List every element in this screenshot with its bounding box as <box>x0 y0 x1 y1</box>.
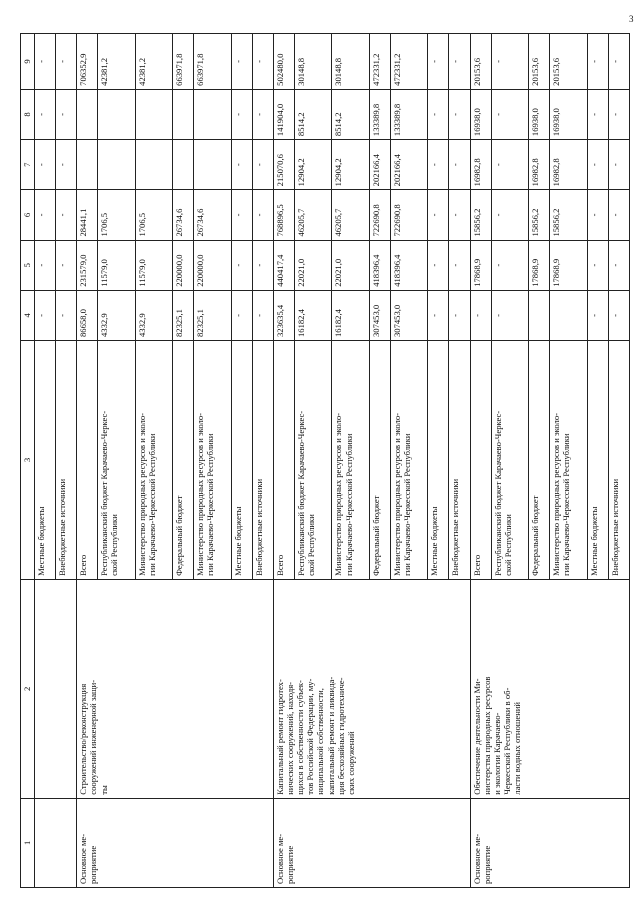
value-cell: 472331,2 <box>369 34 390 90</box>
value-cell: - <box>35 290 56 340</box>
value-cell: 663971,8 <box>194 34 231 90</box>
value-cell <box>135 89 172 139</box>
funding-source-cell: Министерство природных ресурсов и эколо- гии Карачаево-Черкесской Республики <box>332 341 369 580</box>
value-cell: 42381,2 <box>135 34 172 90</box>
value-cell: 22021,0 <box>294 240 331 290</box>
value-cell: 4332,9 <box>135 290 172 340</box>
value-cell: 722690,8 <box>369 190 390 240</box>
value-cell: - <box>449 190 470 240</box>
value-cell: 12904,2 <box>294 140 331 190</box>
funding-source-cell: Внебюджетные источники <box>608 341 629 580</box>
value-cell: - <box>56 140 77 190</box>
value-cell: - <box>470 290 491 340</box>
value-cell <box>135 140 172 190</box>
funding-source-cell: Местные бюджеты <box>231 341 252 580</box>
value-cell: 30148,8 <box>332 34 369 90</box>
value-cell: - <box>35 190 56 240</box>
value-cell: 440417,4 <box>273 240 294 290</box>
value-cell: - <box>252 240 273 290</box>
value-cell <box>98 89 135 139</box>
value-cell: 307453,0 <box>369 290 390 340</box>
value-cell: 15856,2 <box>470 190 491 240</box>
value-cell: 17868,9 <box>529 240 550 290</box>
value-cell: - <box>608 89 629 139</box>
value-cell: - <box>608 240 629 290</box>
column-header: 7 <box>21 140 35 190</box>
funding-source-cell: Местные бюджеты <box>587 341 608 580</box>
value-cell <box>77 89 98 139</box>
value-cell: - <box>449 240 470 290</box>
event-type-cell: Основное ме- роприятие <box>77 798 274 887</box>
funding-source-cell: Всего <box>77 341 98 580</box>
table-row <box>35 34 56 888</box>
funding-source-cell: Республиканский бюджет Карачаево-Черкес- ской Республики <box>491 341 528 580</box>
value-cell: - <box>56 240 77 290</box>
event-name-cell: Капитальный ремонт гидротех- нических сооружений, находя- щихся в собственности субъек- тов Российской Федерации, му- ниципальной собственности, капитальный ремонт и ликвида- ция бесхозяйных гидротехниче- ских сооружений <box>273 579 470 798</box>
column-header: 8 <box>21 89 35 139</box>
value-cell: - <box>608 190 629 240</box>
value-cell: - <box>231 290 252 340</box>
value-cell: - <box>491 140 528 190</box>
value-cell: 26734,6 <box>173 190 194 240</box>
table-row <box>77 34 98 888</box>
value-cell: 16938,0 <box>470 89 491 139</box>
funding-source-cell: Министерство природных ресурсов и эколо- гии Карачаево-Черкесской Республики <box>135 341 172 580</box>
funding-source-cell: Министерство природных ресурсов и эколо- гии Карачаево-Черкесской Республики <box>390 341 427 580</box>
value-cell: 768896,5 <box>273 190 294 240</box>
value-cell: 1706,5 <box>135 190 172 240</box>
value-cell: 502480,0 <box>273 34 294 90</box>
funding-source-cell: Министерство природных ресурсов и эколо- гии Карачаево-Черкесской Республики <box>550 341 587 580</box>
value-cell: 17868,9 <box>470 240 491 290</box>
event-name-cell <box>35 579 77 798</box>
value-cell: - <box>35 140 56 190</box>
funding-source-cell: Федеральный бюджет <box>369 341 390 580</box>
value-cell: - <box>491 34 528 90</box>
value-cell: - <box>35 34 56 90</box>
value-cell: - <box>231 190 252 240</box>
value-cell <box>98 140 135 190</box>
value-cell: - <box>56 89 77 139</box>
value-cell: - <box>428 34 449 90</box>
value-cell: 86658,0 <box>77 290 98 340</box>
value-cell: 17868,9 <box>550 240 587 290</box>
value-cell: 26734,6 <box>194 190 231 240</box>
table-row <box>273 34 294 888</box>
value-cell: 231579,0 <box>77 240 98 290</box>
event-type-cell: Основное ме- роприятие <box>273 798 470 887</box>
funding-source-cell: Внебюджетные источники <box>56 341 77 580</box>
value-cell: - <box>608 290 629 340</box>
column-header: 1 <box>21 798 35 887</box>
value-cell: 20153,6 <box>529 34 550 90</box>
event-name-cell: Строительство/реконструкция сооружений инженерной защи- ты <box>77 579 274 798</box>
value-cell: - <box>35 89 56 139</box>
column-header: 5 <box>21 240 35 290</box>
value-cell: - <box>608 140 629 190</box>
funding-source-cell: Местные бюджеты <box>35 341 56 580</box>
value-cell: - <box>252 89 273 139</box>
rotated-table-container <box>20 33 630 888</box>
value-cell: 16182,4 <box>332 290 369 340</box>
column-header: 9 <box>21 34 35 90</box>
event-type-cell: Основное ме- роприятие <box>470 798 629 887</box>
funding-source-cell: Всего <box>470 341 491 580</box>
value-cell: 11579,0 <box>135 240 172 290</box>
funding-source-cell: Внебюджетные источники <box>449 341 470 580</box>
value-cell: - <box>587 190 608 240</box>
value-cell: 418396,4 <box>390 240 427 290</box>
value-cell: 15856,2 <box>529 190 550 240</box>
value-cell: - <box>231 89 252 139</box>
value-cell: 30148,8 <box>294 34 331 90</box>
value-cell: 215070,6 <box>273 140 294 190</box>
value-cell: - <box>428 89 449 139</box>
value-cell: - <box>252 290 273 340</box>
value-cell: 472331,2 <box>390 34 427 90</box>
funding-source-cell: Республиканский бюджет Карачаево-Черкес- ской Республики <box>98 341 135 580</box>
value-cell: 16982,8 <box>529 140 550 190</box>
value-cell: 1706,5 <box>98 190 135 240</box>
value-cell <box>194 89 231 139</box>
funding-source-cell: Внебюджетные источники <box>252 341 273 580</box>
value-cell: 722690,8 <box>390 190 427 240</box>
value-cell: - <box>449 89 470 139</box>
value-cell: 28441,1 <box>77 190 98 240</box>
value-cell: - <box>491 89 528 139</box>
value-cell: - <box>231 240 252 290</box>
value-cell: - <box>449 290 470 340</box>
value-cell: - <box>428 240 449 290</box>
value-cell: 133389,8 <box>369 89 390 139</box>
funding-source-cell: Республиканский бюджет Карачаево-Черкес- ской Республики <box>294 341 331 580</box>
value-cell: 16982,8 <box>470 140 491 190</box>
value-cell <box>173 89 194 139</box>
value-cell: 15856,2 <box>550 190 587 240</box>
funding-source-cell: Всего <box>273 341 294 580</box>
table-body <box>35 34 630 888</box>
value-cell: - <box>252 140 273 190</box>
header-row <box>21 34 35 888</box>
value-cell <box>173 140 194 190</box>
value-cell: - <box>428 290 449 340</box>
value-cell: 16182,4 <box>294 290 331 340</box>
value-cell: 16938,0 <box>529 89 550 139</box>
value-cell: - <box>231 140 252 190</box>
value-cell: - <box>56 290 77 340</box>
value-cell: - <box>491 240 528 290</box>
value-cell: - <box>252 190 273 240</box>
value-cell: - <box>587 290 608 340</box>
value-cell: - <box>491 190 528 240</box>
page-number: 3 <box>629 14 634 24</box>
value-cell: - <box>587 89 608 139</box>
value-cell: 133389,8 <box>390 89 427 139</box>
value-cell: 220000,0 <box>173 240 194 290</box>
value-cell: 8514,2 <box>294 89 331 139</box>
value-cell: 4332,9 <box>98 290 135 340</box>
value-cell: - <box>608 34 629 90</box>
value-cell: 663971,8 <box>173 34 194 90</box>
value-cell: 20153,6 <box>470 34 491 90</box>
value-cell: - <box>587 140 608 190</box>
column-header: 2 <box>21 579 35 798</box>
value-cell: 8514,2 <box>332 89 369 139</box>
value-cell: - <box>491 290 528 340</box>
value-cell: 12904,2 <box>332 140 369 190</box>
value-cell: 11579,0 <box>98 240 135 290</box>
value-cell: 46205,7 <box>294 190 331 240</box>
value-cell: 323635,4 <box>273 290 294 340</box>
funding-source-cell: Местные бюджеты <box>428 341 449 580</box>
value-cell <box>529 290 550 340</box>
funding-source-cell: Федеральный бюджет <box>529 341 550 580</box>
value-cell: 42381,2 <box>98 34 135 90</box>
value-cell <box>194 140 231 190</box>
value-cell: - <box>449 34 470 90</box>
value-cell: 16982,8 <box>550 140 587 190</box>
value-cell: 20153,6 <box>550 34 587 90</box>
value-cell: - <box>231 34 252 90</box>
value-cell: - <box>428 190 449 240</box>
value-cell: - <box>252 34 273 90</box>
event-type-cell <box>35 798 77 887</box>
value-cell <box>550 290 587 340</box>
value-cell: 202166,4 <box>369 140 390 190</box>
value-cell: - <box>587 34 608 90</box>
column-header: 6 <box>21 190 35 240</box>
value-cell: - <box>449 140 470 190</box>
value-cell: 307453,0 <box>390 290 427 340</box>
value-cell: 16938,0 <box>550 89 587 139</box>
value-cell: 220000,0 <box>194 240 231 290</box>
funding-source-cell: Федеральный бюджет <box>173 341 194 580</box>
column-header: 3 <box>21 341 35 580</box>
value-cell: - <box>587 240 608 290</box>
event-name-cell: Обеспечение деятельности Ми- нистерства природных ресурсов и экологии Карачаево- Черкесской Республики в об- ласти водных отношений <box>470 579 629 798</box>
value-cell: - <box>56 190 77 240</box>
value-cell: 46205,7 <box>332 190 369 240</box>
value-cell: - <box>56 34 77 90</box>
value-cell: 141904,0 <box>273 89 294 139</box>
column-header: 4 <box>21 290 35 340</box>
budget-table <box>20 33 630 888</box>
value-cell: 202166,4 <box>390 140 427 190</box>
table-row <box>470 34 491 888</box>
value-cell: 418396,4 <box>369 240 390 290</box>
value-cell: 706352,9 <box>77 34 98 90</box>
value-cell: 82325,1 <box>173 290 194 340</box>
value-cell: - <box>428 140 449 190</box>
funding-source-cell: Министерство природных ресурсов и эколо- гии Карачаево-Черкесской Республики <box>194 341 231 580</box>
value-cell: 22021,0 <box>332 240 369 290</box>
value-cell: 82325,1 <box>194 290 231 340</box>
value-cell: - <box>35 240 56 290</box>
value-cell <box>77 140 98 190</box>
